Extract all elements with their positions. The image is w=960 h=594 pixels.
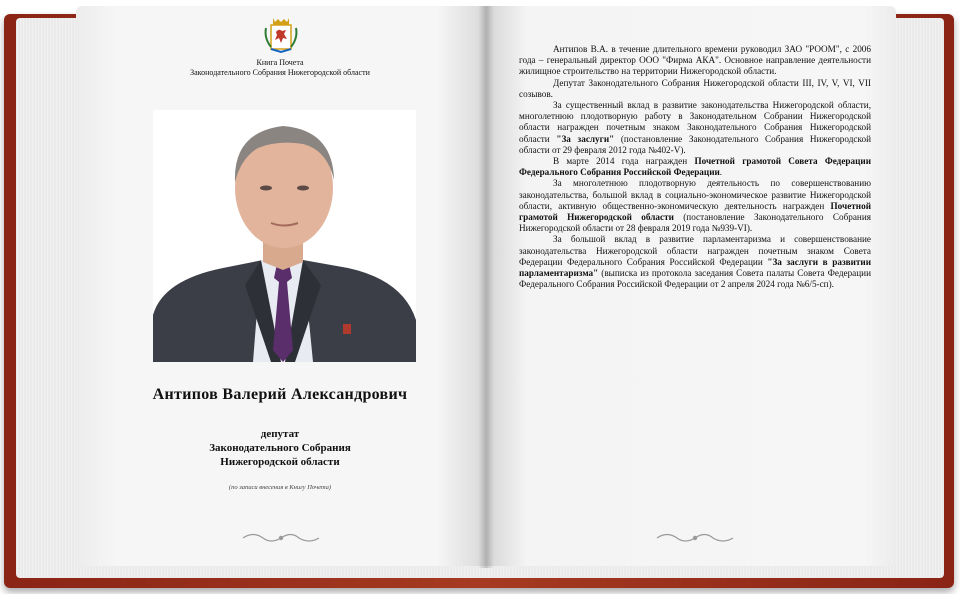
person-name: Антипов Валерий Александрович <box>152 386 408 403</box>
bio-paragraph-1: Антипов В.А. в течение длительного времени руководил ЗАО "РООМ", с 2006 года – генеральный директор ООО "Фирма АКА". Основное направление деятельности жилищное строительство на территории Нижегородской области. <box>519 44 871 77</box>
bio-p6-ref: (выписка из протокола заседания Совета палаты Совета Федерации Федерального Собрания Российской Федерации от 2 апреля 2024 года №6/5-сп). <box>519 268 871 290</box>
position-line-1: депутат <box>260 428 300 440</box>
position-line-3: Нижегородской области <box>220 456 340 468</box>
bio-p3-ref: (постановление Законодательного Собрания Нижегородской области от 29 февраля 2012 года №402-V). <box>519 133 871 155</box>
bio-p5-text: За многолетнюю плодотворную деятельность по совершенствованию законодательства, большой вклад в социально-экономическое развитие Нижегородской области, активную общественно-экономическую деятельность награжден <box>519 178 871 211</box>
bio-paragraph-4 <box>519 156 871 178</box>
header-line-1: Книга Почета <box>256 58 304 67</box>
footnote: (по записи внесения в Книгу Почета) <box>228 484 332 491</box>
book-gutter <box>478 6 494 568</box>
bio-paragraph-6 <box>519 234 871 290</box>
coat-of-arms-emblem <box>262 16 300 54</box>
page-ornament-right <box>655 530 735 546</box>
bio-p5-ref: (постановление Законодательного Собрания Нижегородской области от 28 февраля 2019 года №939-VI). <box>519 212 871 234</box>
bio-p3-award: "За заслуги" <box>556 133 615 144</box>
bio-p6-award: "За заслуги в развитии парламентаризма" <box>519 256 871 279</box>
book-of-honor-header <box>180 58 380 78</box>
bio-p5-award: Почетной грамотой Нижегородской области <box>519 200 871 223</box>
page-ornament-left <box>241 530 321 546</box>
header-line-2: Законодательного Собрания Нижегородской области <box>190 68 370 77</box>
bio-p4-end: . <box>719 167 723 178</box>
person-position <box>170 427 390 469</box>
bio-p6-text: За большой вклад в развитие парламентаризма и совершенствование законодательства Нижегородской области награжден почетным знаком Совета Федерации Федерального Собрания Российской Федерации <box>519 234 871 267</box>
bio-paragraph-5 <box>519 178 871 234</box>
bio-p3-text: За существенный вклад в развитие законодательства Нижегородской области, многолетнюю плодотворную работу в Законодательном Собрании Нижегородской области награжден почетным знаком Законодательного Собрания Нижегородской области <box>519 100 871 144</box>
bio-paragraph-2: Депутат Законодательного Собрания Нижегородской области III, IV, V, VI, VII созывов. <box>519 77 871 99</box>
bio-p4-award: Почетной грамотой Совета Федерации Федерального Собрания Российской Федерации <box>519 156 871 178</box>
bio-paragraph-3 <box>519 100 871 156</box>
position-line-2: Законодательного Собрания <box>209 442 351 454</box>
biography-text <box>519 44 871 290</box>
portrait-photo <box>153 110 416 362</box>
bio-p4-text: В марте 2014 года награжден <box>553 156 695 167</box>
